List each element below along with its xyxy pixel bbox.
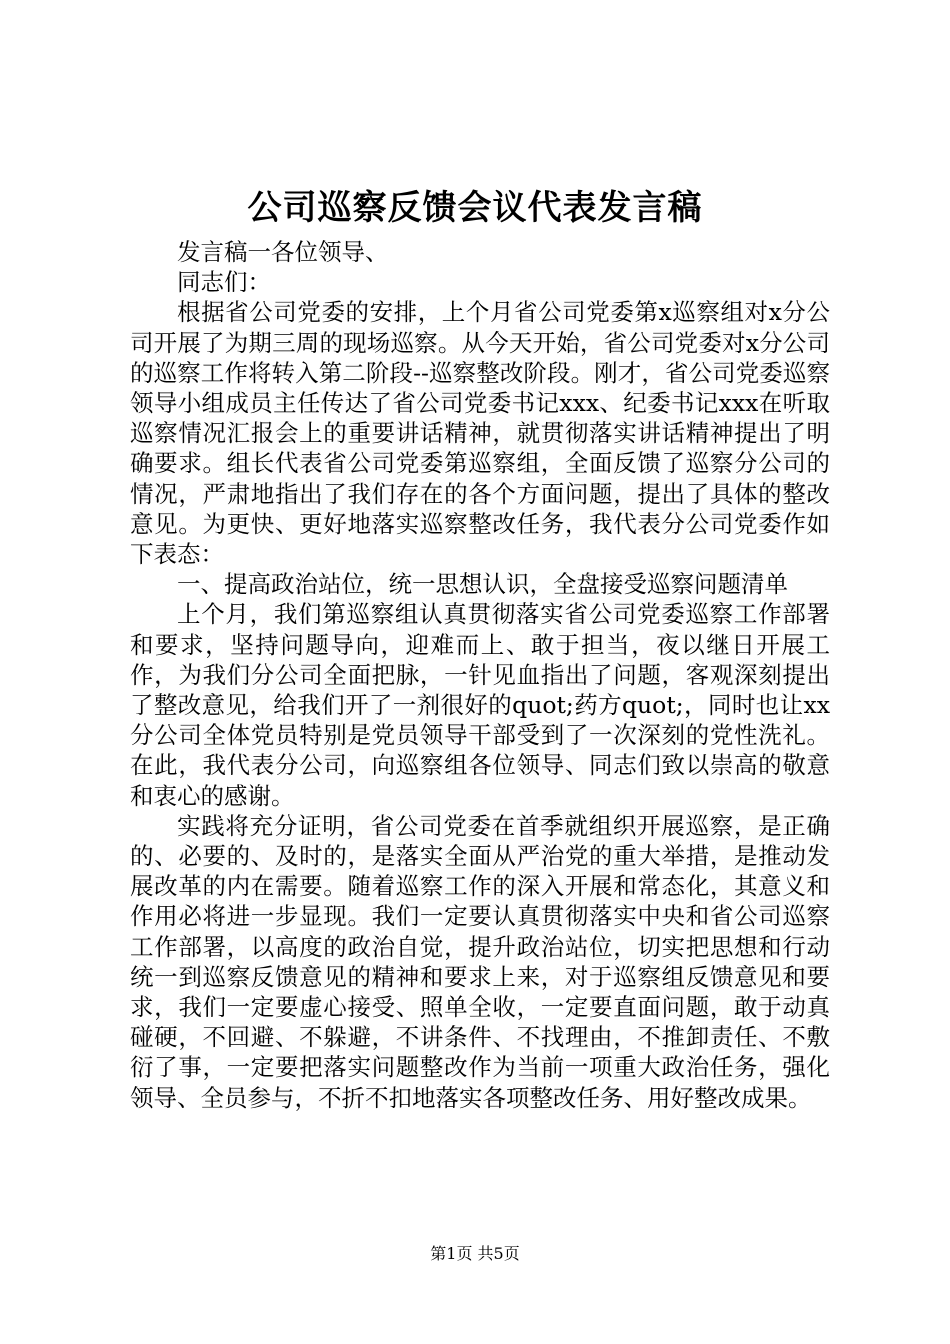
document-title: 公司巡察反馈会议代表发言稿: [247, 188, 703, 228]
body-paragraph: 上个月，我们第巡察组认真贯彻落实省公司党委巡察工作部署和要求，坚持问题导向，迎难而上、敢于担当，夜以继日开展工作，为我们分公司全面把脉，一针见血指出了问题，客观深刻提出了整改意见，给我们开了一剂很好的quot;药方quot;，同时也让xx分公司全体党员特别是党员领导干部受到了一次深刻的党性洗礼。在此，我代表分公司，向巡察组各位领导、同志们致以崇高的敬意和衷心的感谢。: [130, 600, 830, 810]
body-paragraph: 根据省公司党委的安排，上个月省公司党委第x巡察组对x分公司开展了为期三周的现场巡察。从今天开始，省公司党委对x分公司的巡察工作将转入第二阶段--巡察整改阶段。刚才，省公司党委巡察领导小组成员主任传达了省公司党委书记xxx、纪委书记xxx在听取巡察情况汇报会上的重要讲话精神，就贯彻落实讲话精神提出了明确要求。组长代表省公司党委第巡察组，全面反馈了巡察分公司的情况，严肃地指出了我们存在的各个方面问题，提出了具体的整改意见。为更快、更好地落实巡察整改任务，我代表分公司党委作如下表态：: [130, 298, 830, 569]
body-paragraph: 实践将充分证明，省公司党委在首季就组织开展巡察，是正确的、必要的、及时的，是落实全面从严治党的重大举措，是推动发展改革的内在需要。随着巡察工作的深入开展和常态化，其意义和作用必将进一步显现。我们一定要认真贯彻落实中央和省公司巡察工作部署，以高度的政治自觉，提升政治站位，切实把思想和行动统一到巡察反馈意见的精神和要求上来，对于巡察组反馈意见和要求，我们一定要虚心接受、照单全收，一定要直面问题，敢于动真碰硬，不回避、不躲避，不讲条件、不找理由，不推卸责任、不敷衍了事，一定要把落实问题整改作为当前一项重大政治任务，强化领导、全员参与，不折不扣地落实各项整改任务、用好整改成果。: [130, 811, 830, 1112]
greeting-line: 发言稿一各位领导、: [177, 238, 389, 266]
greeting-line: 同志们：: [177, 268, 271, 297]
section-heading: 一、提高政治站位，统一思想认识，全盘接受巡察问题清单: [177, 570, 788, 599]
document-body: [130, 237, 830, 1113]
page-footer: 第1页 共5页: [430, 1244, 520, 1263]
